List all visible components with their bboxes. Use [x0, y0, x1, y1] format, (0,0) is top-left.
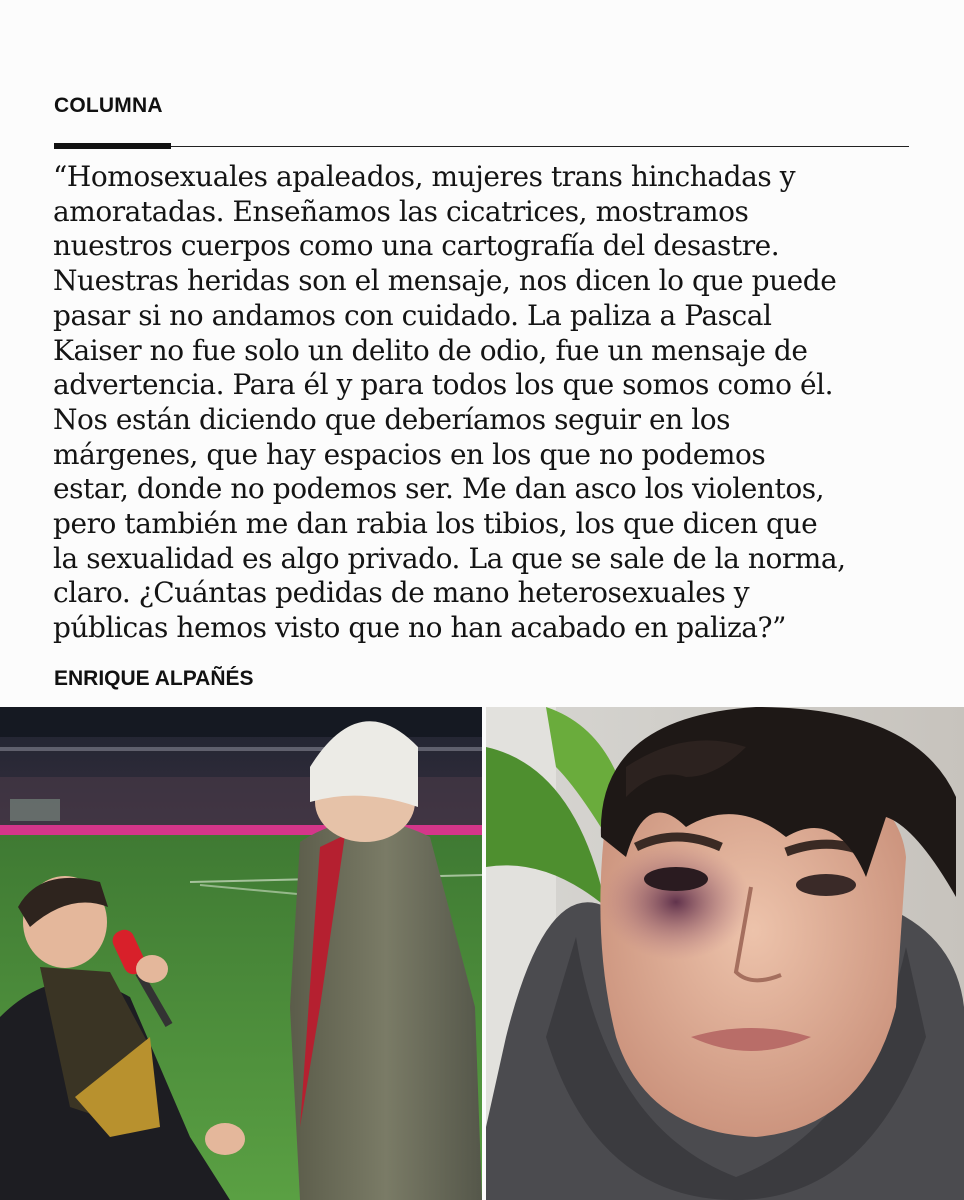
section-rule [54, 146, 909, 147]
quote-line: públicas hemos visto que no han acabado en paliza?” [53, 611, 786, 645]
quote-line: nuestros cuerpos como una cartografía del desastre. [53, 229, 780, 263]
quote-line: pero también me dan rabia los tibios, los que dicen que [53, 507, 818, 541]
section-label: COLUMNA [54, 94, 163, 117]
quote-line: “Homosexuales apaleados, mujeres trans hinchadas y [53, 160, 796, 193]
quote-line: claro. ¿Cuántas pedidas de mano heterosexuales y [53, 576, 750, 610]
quote-line: estar, donde no podemos ser. Me dan asco los violentos, [53, 472, 825, 506]
quote-line: la sexualidad es algo privado. La que se sale de la norma, [53, 541, 846, 575]
quote-line: amoratadas. Enseñamos las cicatrices, mostramos [53, 194, 749, 228]
injured-face-photo [486, 707, 964, 1200]
quote-line: advertencia. Para él y para todos los que somos como él. [53, 368, 834, 402]
photo-strip [0, 707, 964, 1200]
quote-text [53, 160, 933, 646]
stadium-photo [0, 707, 482, 1200]
quote-line: Nos están diciendo que deberíamos seguir en los [53, 402, 731, 436]
quote-line: Nuestras heridas son el mensaje, nos dicen lo que puede [53, 264, 837, 298]
section-rule-accent [54, 143, 171, 149]
quote-line: Kaiser no fue solo un delito de odio, fue un mensaje de [53, 333, 808, 367]
author-name: ENRIQUE ALPAÑÉS [54, 667, 254, 690]
quote-line: pasar si no andamos con cuidado. La paliza a Pascal [53, 298, 772, 332]
quote-line: márgenes, que hay espacios en los que no podemos [53, 437, 766, 471]
